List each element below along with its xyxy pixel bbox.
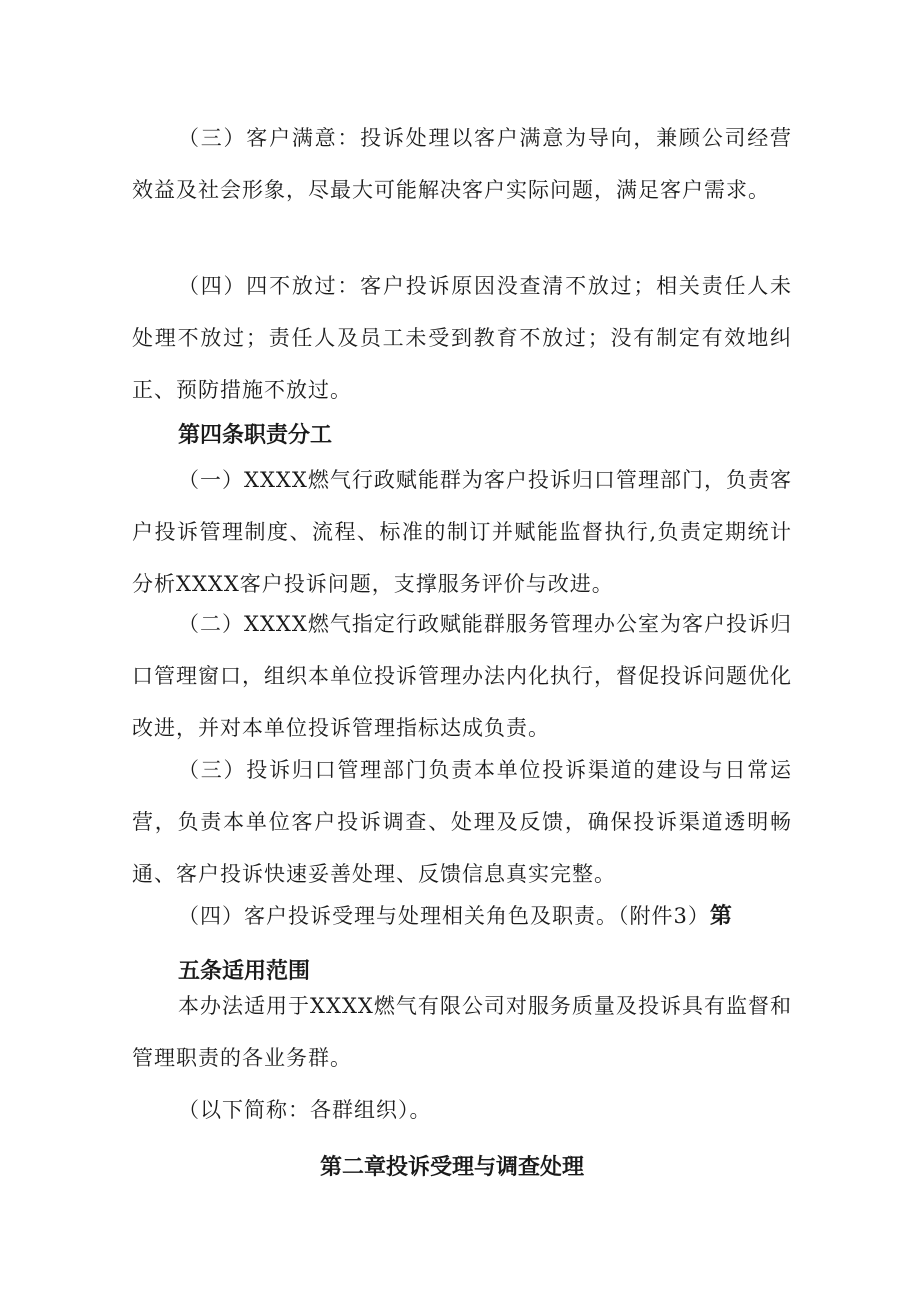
duty-4-text: （四）客户投诉受理与处理相关角色及职责。（附件3）	[178, 904, 710, 928]
paragraph-customer-satisfaction: （三）客户满意：投诉处理以客户满意为导向，兼顾公司经营效益及社会形象，尽最大可能解决客户实际问题，满足客户需求。	[132, 126, 792, 202]
article-5-heading-start: 第	[709, 904, 733, 929]
paragraph-duty-2: （二）XXXX燃气指定行政赋能群服务管理办公室为客户投诉归口管理窗口，组织本单位投诉管理办法内化执行，督促投诉问题优化改进，并对本单位投诉管理指标达成负责。	[132, 612, 792, 740]
paragraph-duty-1: （一）XXXX燃气行政赋能群为客户投诉归口管理部门，负责客户投诉管理制度、流程、标准的制订并赋能监督执行,负责定期统计分析XXXX客户投诉问题，支撑服务评价与改进。	[132, 468, 792, 596]
heading-article-4: 第四条职责分工	[178, 423, 333, 448]
paragraph-duty-4	[132, 890, 792, 943]
paragraph-duty-3: （三）投诉归口管理部门负责本单位投诉渠道的建设与日常运营，负责本单位客户投诉调查、处理及反馈，确保投诉渠道透明畅通、客户投诉快速妥善处理、反馈信息真实完整。	[132, 758, 792, 886]
paragraph-scope: 本办法适用于XXXX燃气有限公司对服务质量及投诉具有监督和管理职责的各业务群。	[132, 994, 792, 1070]
heading-article-5: 五条适用范围	[178, 959, 311, 984]
heading-chapter-2: 第二章投诉受理与调查处理	[320, 1155, 585, 1180]
paragraph-abbreviation: （以下简称：各群组织）。	[178, 1098, 432, 1122]
paragraph-four-not-let-go: （四）四不放过：客户投诉原因没查清不放过；相关责任人未处理不放过；责任人及员工未受到教育不放过；没有制定有效地纠正、预防措施不放过。	[132, 274, 792, 402]
